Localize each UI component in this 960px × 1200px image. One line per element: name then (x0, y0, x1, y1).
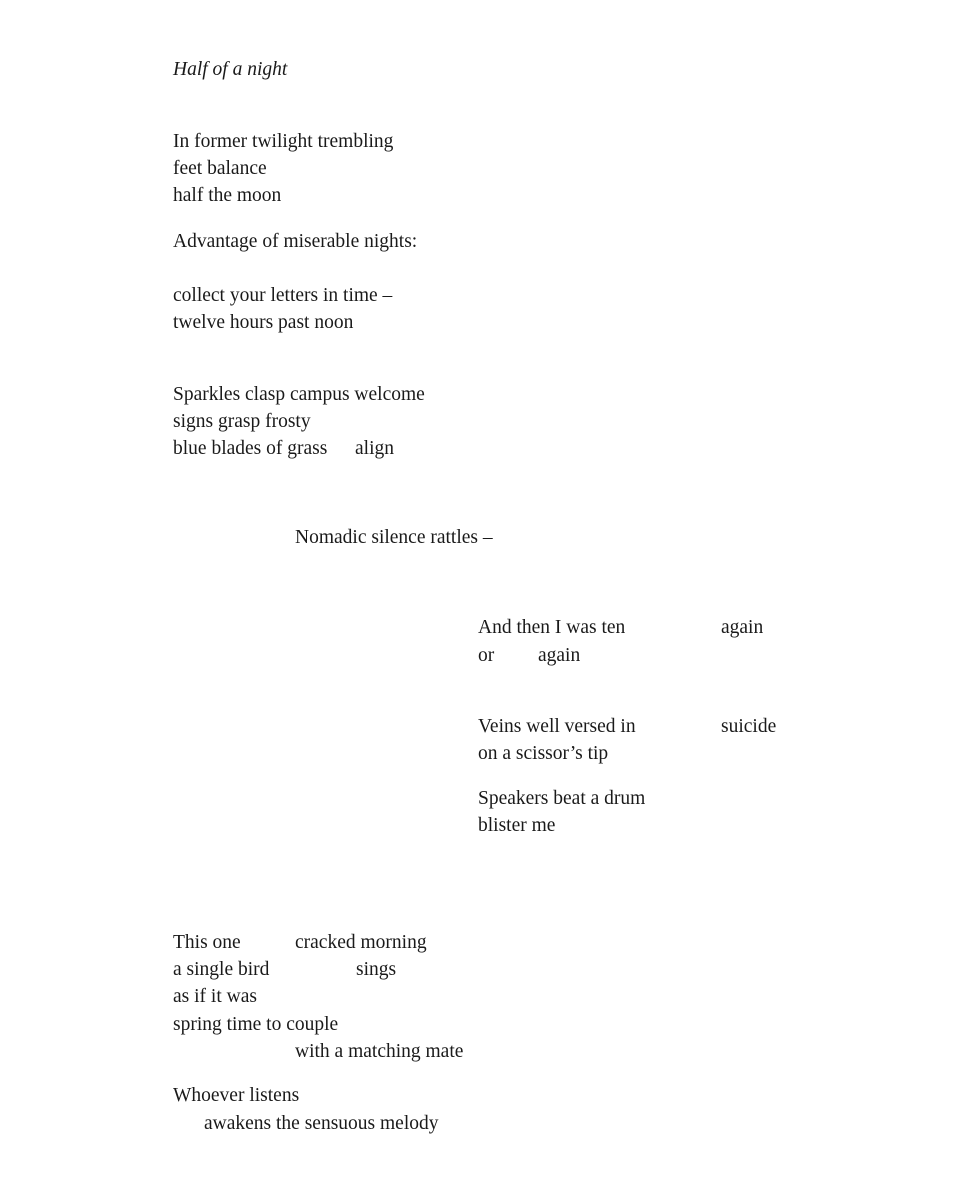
poem-line-fragment: This one (173, 932, 241, 953)
poem-line: half the moon (173, 185, 282, 206)
poem-line: In former twilight trembling (173, 131, 394, 152)
poem-line: feet balance (173, 158, 267, 179)
poem-line: blister me (478, 815, 556, 836)
poem-line: Advantage of miserable nights: (173, 231, 418, 252)
poem-line: awakens the sensuous melody (204, 1113, 439, 1134)
poem-line-fragment: again (721, 617, 764, 638)
poem-line: spring time to couple (173, 1014, 339, 1035)
poem-line: with a matching mate (295, 1041, 464, 1062)
poem-line-fragment: align (355, 438, 394, 459)
poem-line-fragment: cracked morning (295, 932, 427, 953)
poem-line-fragment: And then I was ten (478, 617, 626, 638)
poem-line: Whoever listens (173, 1085, 300, 1106)
poem-line: Nomadic silence rattles – (295, 527, 493, 548)
poem-line: Speakers beat a drum (478, 788, 646, 809)
poem-line-fragment: blue blades of grass (173, 438, 328, 459)
poem-line-fragment: again (538, 645, 581, 666)
poem-line: signs grasp frosty (173, 411, 311, 432)
poem-title: Half of a night (173, 59, 288, 80)
poem-line: as if it was (173, 986, 257, 1007)
poem-line-fragment: Veins well versed in (478, 716, 636, 737)
poem-line-fragment: a single bird (173, 959, 270, 980)
poem-line-fragment: or (478, 645, 495, 666)
poem-line-fragment: suicide (721, 716, 777, 737)
poem-line: Sparkles clasp campus welcome (173, 384, 425, 405)
poem-line: twelve hours past noon (173, 312, 354, 333)
poem-line: collect your letters in time – (173, 285, 393, 306)
poem-line-fragment: sings (356, 959, 397, 980)
poem-line: on a scissor’s tip (478, 743, 609, 764)
